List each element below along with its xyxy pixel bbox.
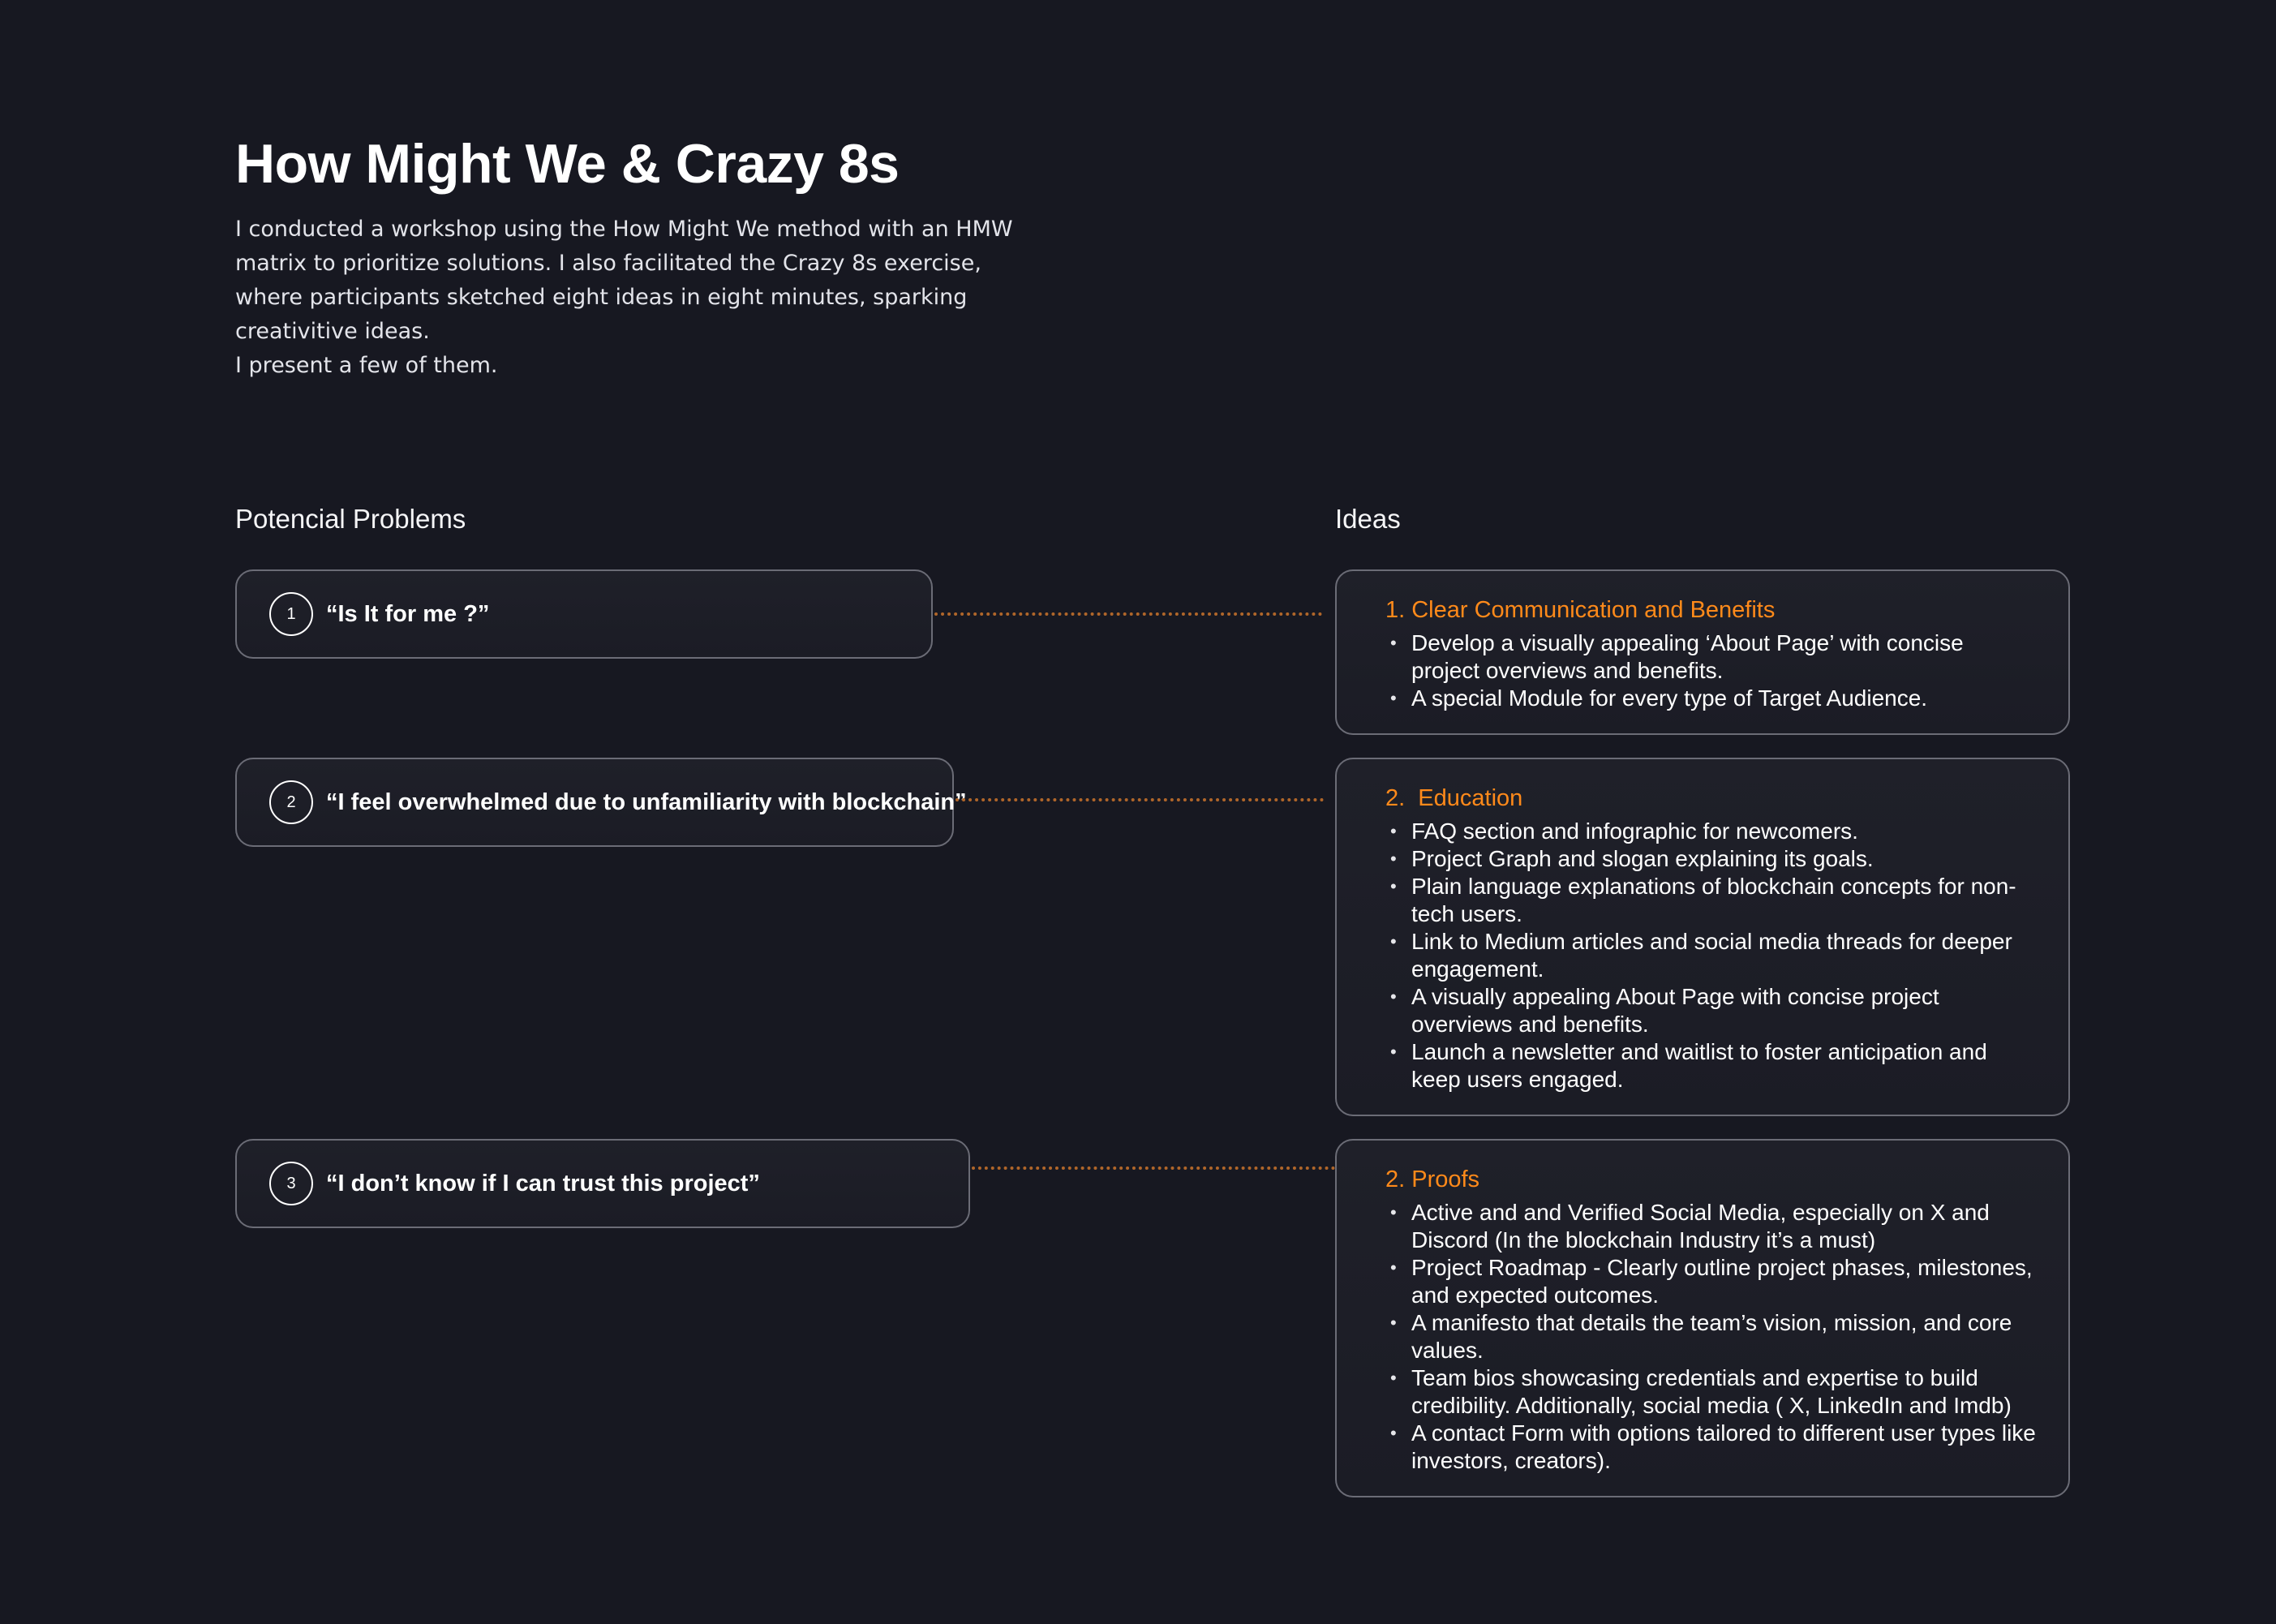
problem-card-1 xyxy=(235,569,933,659)
idea-list xyxy=(1385,818,2036,1093)
problems-heading: Potencial Problems xyxy=(235,504,466,534)
idea-bullet: • Active and and Verified Social Media, especially on X and Discord (In the blockchain Industry it’s a must) xyxy=(1385,1199,2036,1254)
idea-bullet: • A contact Form with options tailored to different user types like investors, creators). xyxy=(1385,1420,2036,1475)
problem-number-badge: 3 xyxy=(269,1162,313,1205)
intro-text xyxy=(235,213,1030,383)
idea-bullet: • Develop a visually appealing ‘About Page’ with concise project overviews and benefits. xyxy=(1385,629,2036,685)
ideas-heading: Ideas xyxy=(1335,504,1401,534)
connector-line-3 xyxy=(972,1166,1335,1170)
idea-list xyxy=(1385,1199,2036,1475)
idea-bullet: • A visually appealing About Page with concise project overviews and benefits. xyxy=(1385,983,2036,1038)
problem-card-2 xyxy=(235,758,967,847)
problem-number-badge: 2 xyxy=(269,780,313,824)
page-title: How Might We & Crazy 8s xyxy=(235,133,900,195)
idea-bullet: • A manifesto that details the team’s vision, mission, and core values. xyxy=(1385,1309,2036,1364)
problem-card-3 xyxy=(235,1139,970,1228)
idea-bullet: • Project Roadmap - Clearly outline project phases, milestones, and expected outcomes. xyxy=(1385,1254,2036,1309)
problem-quote: “Is It for me ?” xyxy=(326,600,490,627)
intro-paragraph: I conducted a workshop using the How Might We method with an HMW matrix to prioritize solutions. I also facilitated the Crazy 8s exercise, where participants sketched eight ideas in eight minutes, sparking creativitive ideas. xyxy=(235,217,1013,344)
idea-list xyxy=(1385,629,2036,712)
idea-card-3 xyxy=(1335,1139,2070,1497)
problem-quote: “I don’t know if I can trust this project” xyxy=(326,1170,760,1197)
idea-bullet: • FAQ section and infographic for newcomers. xyxy=(1385,818,2036,845)
idea-title: 2. Education xyxy=(1385,785,1523,811)
idea-bullet: • Plain language explanations of blockchain concepts for non-tech users. xyxy=(1385,873,2036,928)
intro-paragraph: I present a few of them. xyxy=(235,353,498,378)
idea-bullet: • Link to Medium articles and social media threads for deeper engagement. xyxy=(1385,928,2036,983)
idea-card-2 xyxy=(1335,758,2070,1116)
idea-bullet: • Team bios showcasing credentials and expertise to build credibility. Additionally, social media ( X, LinkedIn and Imdb) xyxy=(1385,1364,2036,1420)
idea-bullet: • Launch a newsletter and waitlist to foster anticipation and keep users engaged. xyxy=(1385,1038,2036,1093)
idea-bullet: • Project Graph and slogan explaining its goals. xyxy=(1385,845,2036,873)
idea-title: 1. Clear Communication and Benefits xyxy=(1385,597,1776,623)
connector-line-1 xyxy=(934,612,1322,616)
problem-number-badge: 1 xyxy=(269,592,313,636)
idea-title: 2. Proofs xyxy=(1385,1166,1480,1192)
problem-quote: “I feel overwhelmed due to unfamiliarity with blockchain” xyxy=(326,788,967,815)
idea-card-1 xyxy=(1335,569,2070,735)
idea-bullet: • A special Module for every type of Target Audience. xyxy=(1385,685,2036,712)
connector-line-2 xyxy=(955,798,1324,801)
